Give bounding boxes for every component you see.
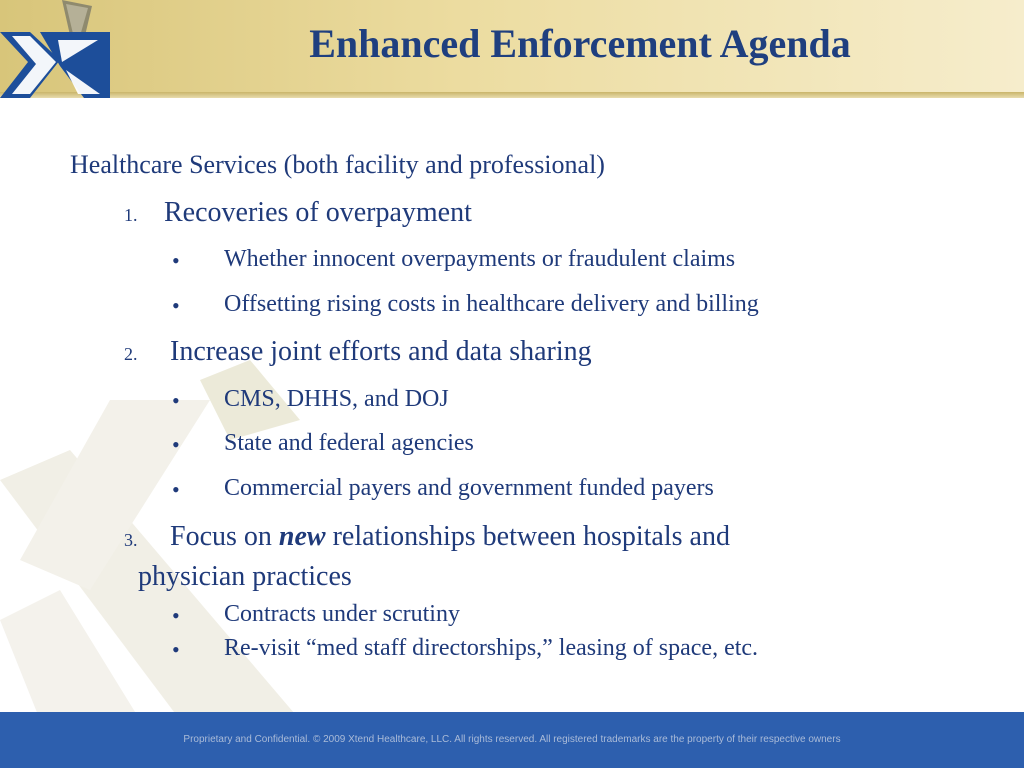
bullet-text: Commercial payers and government funded payers: [224, 475, 714, 501]
item-number-2: 2.: [124, 344, 138, 364]
bullet-text: Offsetting rising costs in healthcare delivery and billing: [224, 291, 759, 317]
item-label-1: Recoveries of overpayment: [164, 197, 472, 228]
page-title: Enhanced Enforcement Agenda: [309, 21, 851, 66]
item-label-3-continued: physician practices: [138, 561, 352, 592]
bullet-text: Contracts under scrutiny: [224, 601, 460, 627]
bullet-text: Re-visit “med staff directorships,” leasing of space, etc.: [224, 635, 759, 661]
item-label-3: [170, 521, 730, 553]
item-label-2: Increase joint efforts and data sharing: [170, 336, 592, 367]
item-label-3-emphasis: new: [278, 521, 326, 552]
bullet-text: CMS, DHHS, and DOJ: [224, 386, 449, 412]
item-label-3-end: relationships between hospitals and: [325, 521, 730, 552]
bullet-icon: •: [172, 248, 180, 273]
bullet-icon: •: [172, 293, 180, 318]
item-number-1: 1.: [124, 205, 138, 225]
section-heading: Healthcare Services (both facility and professional): [70, 150, 605, 179]
item-number-3: 3.: [124, 530, 138, 550]
bullet-icon: •: [172, 388, 180, 413]
bullet-icon: •: [172, 432, 180, 457]
bullet-icon: •: [172, 637, 180, 662]
footer-copyright: Proprietary and Confidential. © 2009 Xtend Healthcare, LLC. All rights reserved. All registered trademarks are the property of their respective owners: [183, 734, 841, 745]
item-label-3-start: Focus on: [170, 521, 279, 552]
bullet-text: State and federal agencies: [224, 430, 474, 456]
bullet-icon: •: [172, 477, 180, 502]
bullet-text: Whether innocent overpayments or fraudulent claims: [224, 246, 736, 272]
bullet-icon: •: [172, 603, 180, 628]
